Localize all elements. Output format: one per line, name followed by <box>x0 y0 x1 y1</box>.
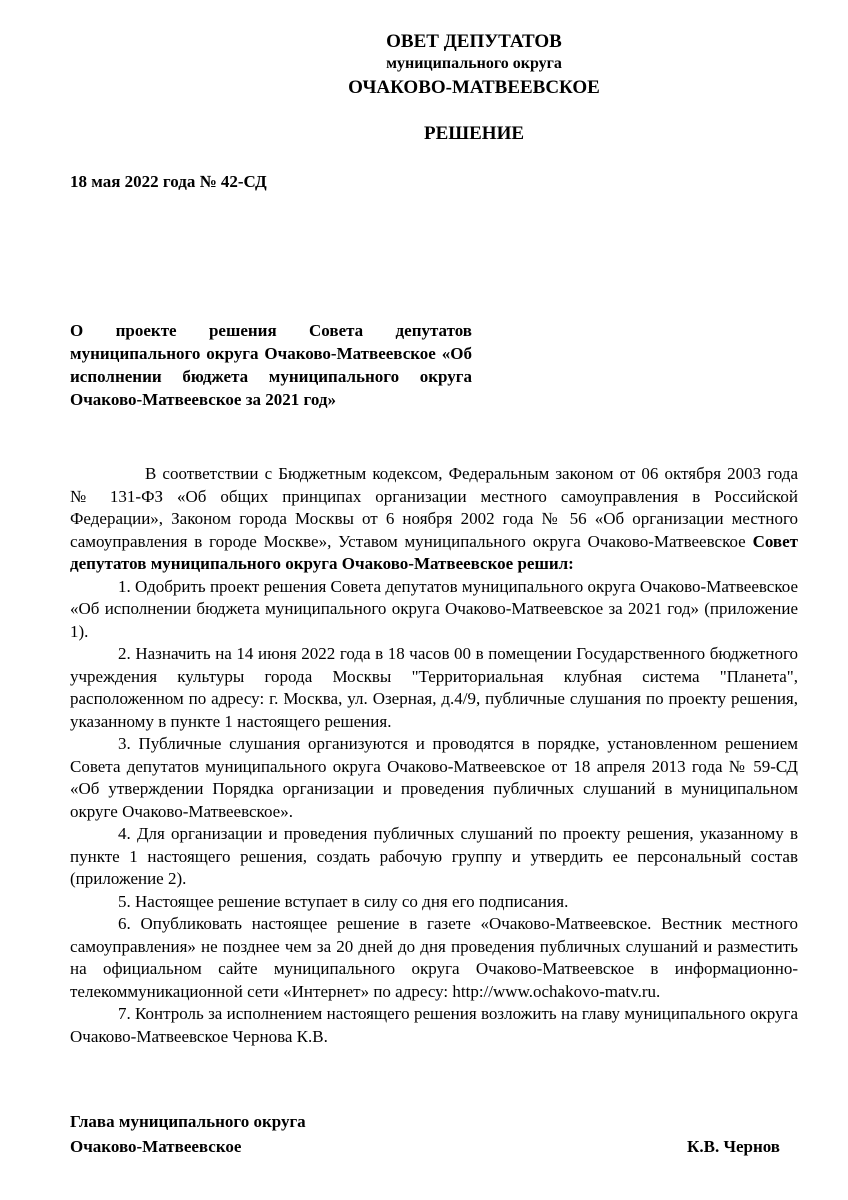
signature-block <box>70 1109 780 1159</box>
council-subtitle: муниципального округа <box>386 55 562 72</box>
decision-item-5: 5. Настоящее решение вступает в силу со дня его подписания. <box>118 891 569 911</box>
council-title: ОВЕТ ДЕПУТАТОВ <box>386 31 562 52</box>
decision-item-2: 2. Назначить на 14 июня 2022 года в 18 часов 00 в помещении Государственного бюджетного учреждения культуры города Москвы "Территориальная клубная система "Планета", расположенном по адресу: г. Москва, ул. Озерная, д.4/9, публичные слушания по проекту решения, указанному в пункте 1 настоящего решения. <box>70 644 798 731</box>
preamble-text: В соответствии с Бюджетным кодексом, Федеральным законом от 06 октября 2003 года № 131-ФЗ «Об общих принципах организации местного самоуправления в Российской Федерации», Законом города Москвы от 6 ноября 2002 года № 56 «Об организации местного самоуправления в городе Москве», Уставом муниципального округа Очаково-Матвеевское <box>70 464 798 551</box>
decision-date-number: 18 мая 2022 года № 42-СД <box>70 172 267 191</box>
preamble <box>70 463 798 576</box>
decision-item-1: 1. Одобрить проект решения Совета депутатов муниципального округа Очаково-Матвеевское «Об исполнении бюджета муниципального округа Очаково-Матвеевское за 2021 год» (приложение 1). <box>70 576 798 641</box>
preamble-resolution: Совет депутатов муниципального округа Очаково-Матвеевское решил: <box>70 531 798 573</box>
district-name: ОЧАКОВО-МАТВЕЕВСКОЕ <box>348 77 600 98</box>
decision-item-6: 6. Опубликовать настоящее решение в газете «Очаково-Матвеевское. Вестник местного самоуправления» не позднее чем за 20 дней до дня проведения публичных слушаний и разместить на официальном сайте муниципального округа Очаково-Матвеевское в информационно-телекоммуникационной сети «Интернет» по адресу: http://www.ochakovo-matv.ru. <box>70 914 798 1001</box>
decision-subject: О проекте решения Совета депутатов муниципального округа Очаково-Матвеевское «Об исполнении бюджета муниципального округа Очаково-Матвеевское за 2021 год» <box>70 321 472 409</box>
decision-body <box>70 463 798 1048</box>
decision-item-7: 7. Контроль за исполнением настоящего решения возложить на главу муниципального округа Очаково-Матвеевское Чернова К.В. <box>70 1004 798 1046</box>
signatory-title-line2: Очаково-Матвеевское <box>70 1137 242 1156</box>
signatory-name: К.В. Чернов <box>687 1137 780 1156</box>
document-type: РЕШЕНИЕ <box>423 123 525 144</box>
signatory-title-line1: Глава муниципального округа <box>70 1112 306 1131</box>
decision-item-3: 3. Публичные слушания организуются и проводятся в порядке, установленном решением Совета депутатов муниципального округа Очаково-Матвеевское от 18 апреля 2013 года № 59-СД «Об утверждении Порядка организации и проведения публичных слушаний в муниципальном округе Очаково-Матвеевское». <box>70 734 798 821</box>
decision-item-4: 4. Для организации и проведения публичных слушаний по проекту решения, указанному в пункте 1 настоящего решения, создать рабочую группу и утвердить ее персональный состав (приложение 2). <box>70 824 798 888</box>
